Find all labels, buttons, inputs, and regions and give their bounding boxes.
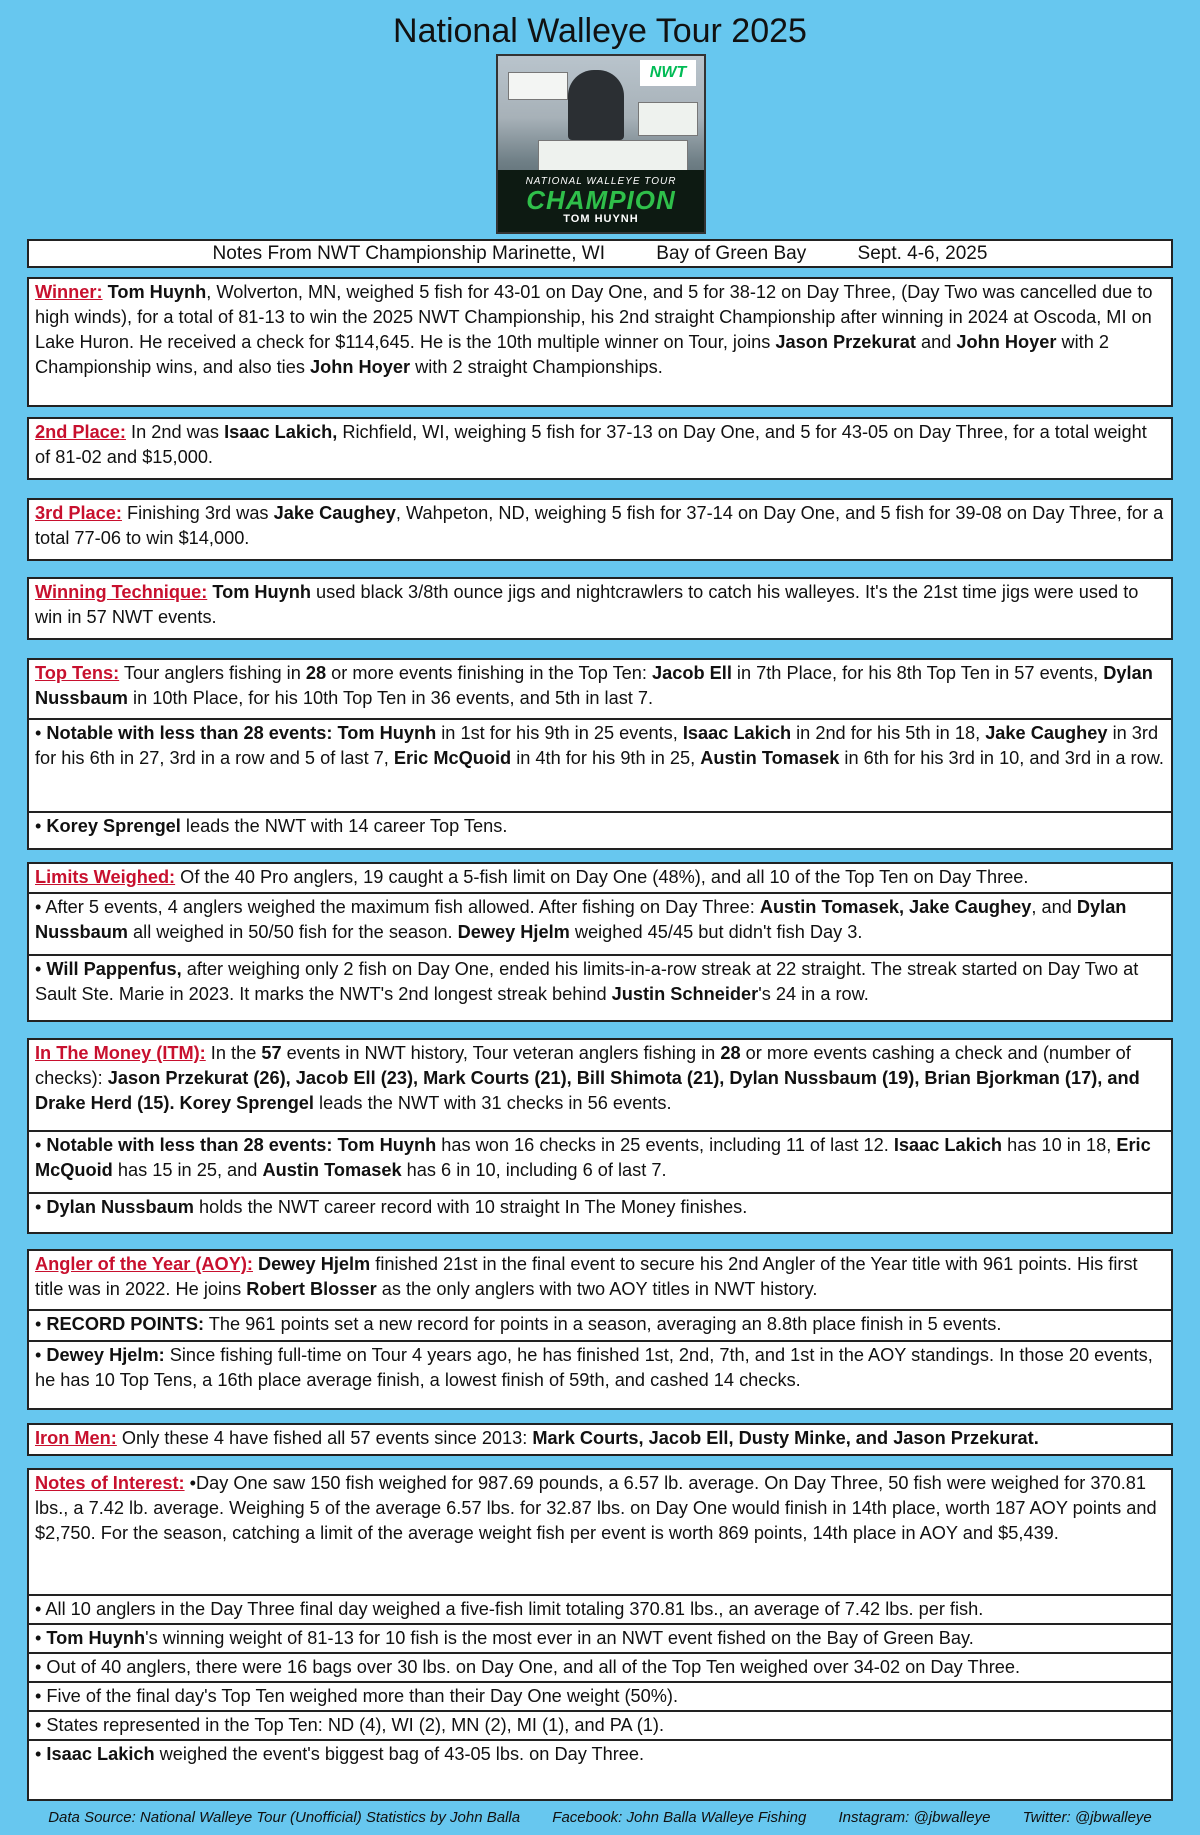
banner-line-3: TOM HUYNH: [563, 213, 639, 225]
section-label: 2nd Place:: [35, 422, 126, 442]
footer-source: Data Source: National Walleye Tour (Unofficial) Statistics by John Balla: [48, 1809, 521, 1826]
section-angler-of-the-year: [27, 1249, 1173, 1410]
water-name: Bay of Green Bay: [656, 243, 807, 264]
section-label: Notes of Interest:: [35, 1473, 185, 1493]
check-graphic: [638, 102, 698, 136]
section-label: Winner:: [35, 282, 103, 302]
champion-banner: [498, 170, 704, 232]
limits-paragraph: Limits Weighed: Of the 40 Pro anglers, 19 caught a 5-fish limit on Day One (48%), and all 10 of the Top Ten on Day Three.: [29, 864, 1171, 894]
banner-line-1: NATIONAL WALLEYE TOUR: [525, 176, 677, 187]
event-dates: Sept. 4-6, 2025: [857, 243, 988, 264]
champion-photo: [496, 54, 706, 234]
aoy-history: • Dewey Hjelm: Since fishing full-time on Tour 4 years ago, he has finished 1st, 2nd, 7th, and 1st in the AOY standings. In those 20 events, he has 10 Top Tens, a 16th place average finish, a lowest finish of 59th, and cashed 14 checks.: [35, 1345, 1153, 1390]
section-label: Limits Weighed:: [35, 867, 176, 887]
top-tens-paragraph: Top Tens: Tour anglers fishing in 28 or more events finishing in the Top Ten: Jacob Ell in 7th Place, for his 8th Top Ten in 57 events, Dylan Nussbaum in 10th Place, for his 10th Top Ten in 36 events, and 5th in last 7.: [29, 660, 1171, 720]
winner-paragraph: Winner: Tom Huynh, Wolverton, MN, weighed 5 fish for 43-01 on Day One, and 5 for 38-12 on Day Three, (Day Two was cancelled due to high winds), for a total of 81-13 to win the 2025 NWT Championship, his 2nd straight Championship after winning in 2024 at Oscoda, MI on Lake Huron. He received a check for $114,645. He is the 10th multiple winner on Tour, joins Jason Przekurat and John Hoyer with 2 Championship wins, and also ties John Hoyer with 2 straight Championships.: [35, 282, 1153, 377]
aoy-record-points: • RECORD POINTS: The 961 points set a new record for points in a season, averaging an 8.8th place finish in 5 events.: [29, 1311, 1171, 1342]
second-place-paragraph: 2nd Place: In 2nd was Isaac Lakich, Richfield, WI, weighing 5 fish for 37-13 on Day One, and 5 for 43-05 on Day Three, for a total weight of 81-02 and $15,000.: [35, 422, 1147, 467]
notes-header: [27, 239, 1173, 268]
footer-instagram: Instagram: @jbwalleye: [838, 1809, 991, 1826]
limits-max-fish: • After 5 events, 4 anglers weighed the maximum fish allowed. After fishing on Day Three: Austin Tomasek, Jake Caughey, and Dylan Nussbaum all weighed in 50/50 fish for the season. Dewey Hjelm weighed 45/45 but didn't fish Day 3.: [29, 894, 1171, 956]
itm-notable: • Notable with less than 28 events: Tom Huynh has won 16 checks in 25 events, including 11 of last 12. Isaac Lakich has 10 in 18, Eric McQuoid has 15 in 25, and Austin Tomasek has 6 in 10, including 6 of last 7.: [29, 1132, 1171, 1194]
notes-item: • Out of 40 anglers, there were 16 bags over 30 lbs. on Day One, and all of the Top Ten weighed over 34-02 on Day Three.: [29, 1654, 1171, 1683]
section-label: Iron Men:: [35, 1428, 117, 1448]
aoy-paragraph: Angler of the Year (AOY): Dewey Hjelm finished 21st in the final event to secure his 2nd Angler of the Year title with 961 points. His first title was in 2022. He joins Robert Blosser as the only anglers with two AOY titles in NWT history.: [29, 1251, 1171, 1311]
top-tens-notable: • Notable with less than 28 events: Tom Huynh in 1st for his 9th in 25 events, Isaac Lakich in 2nd for his 5th in 18, Jake Caughey in 3rd for his 6th in 27, 3rd in a row and 5 of last 7, Eric McQuoid in 4th for his 9th in 25, Austin Tomasek in 6th for his 3rd in 10, and 3rd in a row.: [29, 720, 1171, 813]
check-graphic: [508, 72, 568, 100]
iron-men-paragraph: Iron Men: Only these 4 have fished all 57 events since 2013: Mark Courts, Jacob Ell, Dusty Minke, and Jason Przekurat.: [35, 1428, 1039, 1448]
section-winner: [27, 277, 1173, 407]
itm-record: • Dylan Nussbaum holds the NWT career record with 10 straight In The Money finishes.: [35, 1197, 748, 1217]
footer-twitter: Twitter: @jbwalleye: [1022, 1809, 1152, 1826]
section-second-place: [27, 417, 1173, 480]
top-tens-leader: • Korey Sprengel leads the NWT with 14 career Top Tens.: [35, 816, 508, 836]
notes-item: • All 10 anglers in the Day Three final day weighed a five-fish limit totaling 370.81 lbs., an average of 7.42 lbs. per fish.: [29, 1596, 1171, 1625]
page-title: National Walleye Tour 2025: [393, 12, 807, 50]
section-label: 3rd Place:: [35, 503, 122, 523]
limits-streak: • Will Pappenfus, after weighing only 2 fish on Day One, ended his limits-in-a-row streak at 22 straight. The streak started on Day Two at Sault Ste. Marie in 2023. It marks the NWT's 2nd longest streak behind Justin Schneider's 24 in a row.: [35, 959, 1139, 1004]
nwt-logo: NWT: [640, 60, 696, 86]
notes-item: • Tom Huynh's winning weight of 81-13 for 10 fish is the most ever in an NWT event fished on the Bay of Green Bay.: [29, 1625, 1171, 1654]
section-winning-technique: [27, 577, 1173, 640]
notes-item: • States represented in the Top Ten: ND (4), WI (2), MN (2), MI (1), and PA (1).: [29, 1712, 1171, 1741]
third-place-paragraph: 3rd Place: Finishing 3rd was Jake Caughey, Wahpeton, ND, weighing 5 fish for 37-14 on Day One, and 5 fish for 39-08 on Day Three, for a total 77-06 to win $14,000.: [35, 503, 1164, 548]
section-label: Angler of the Year (AOY):: [35, 1254, 253, 1274]
technique-paragraph: Winning Technique: Tom Huynh used black 3/8th ounce jigs and nightcrawlers to catch his walleyes. It's the 21st time jigs were used to win in 57 NWT events.: [35, 582, 1139, 627]
banner-line-2: CHAMPION: [526, 185, 676, 215]
section-limits-weighed: [27, 862, 1173, 1022]
event-name: Notes From NWT Championship Marinette, WI: [212, 243, 605, 264]
champion-figure: [568, 70, 624, 140]
check-graphic: [538, 140, 688, 174]
section-label: In The Money (ITM):: [35, 1043, 206, 1063]
notes-item: • Five of the final day's Top Ten weighed more than their Day One weight (50%).: [29, 1683, 1171, 1712]
notes-item: • Isaac Lakich weighed the event's biggest bag of 43-05 lbs. on Day Three.: [35, 1744, 645, 1764]
footer-facebook: Facebook: John Balla Walleye Fishing: [552, 1809, 807, 1826]
itm-paragraph: In The Money (ITM): In the 57 events in NWT history, Tour veteran anglers fishing in 28 or more events cashing a check and (number of checks): Jason Przekurat (26), Jacob Ell (23), Mark Courts (21), Bill Shimota (21), Dylan Nussbaum (19), Brian Bjorkman (17), and Drake Herd (15). Korey Sprengel leads the NWT with 31 checks in 56 events.: [29, 1040, 1171, 1132]
footer: [0, 1809, 1200, 1826]
notes-paragraph: Notes of Interest: •Day One saw 150 fish weighed for 987.69 pounds, a 6.57 lb. average. On Day Three, 50 fish were weighed for 370.81 lbs., a 7.42 lb. average. Weighing 5 of the average 6.57 lbs. for 32.87 lbs. on Day One would finish in 14th place, worth 187 AOY points and $2,750. For the season, catching a limit of the average weight fish per event is worth 869 points, 14th place in AOY and $5,439.: [29, 1470, 1171, 1596]
section-iron-men: [27, 1423, 1173, 1456]
section-third-place: [27, 498, 1173, 561]
section-label: Winning Technique:: [35, 582, 208, 602]
section-in-the-money: [27, 1038, 1173, 1234]
section-top-tens: [27, 658, 1173, 850]
section-label: Top Tens:: [35, 663, 120, 683]
section-notes-of-interest: [27, 1468, 1173, 1801]
